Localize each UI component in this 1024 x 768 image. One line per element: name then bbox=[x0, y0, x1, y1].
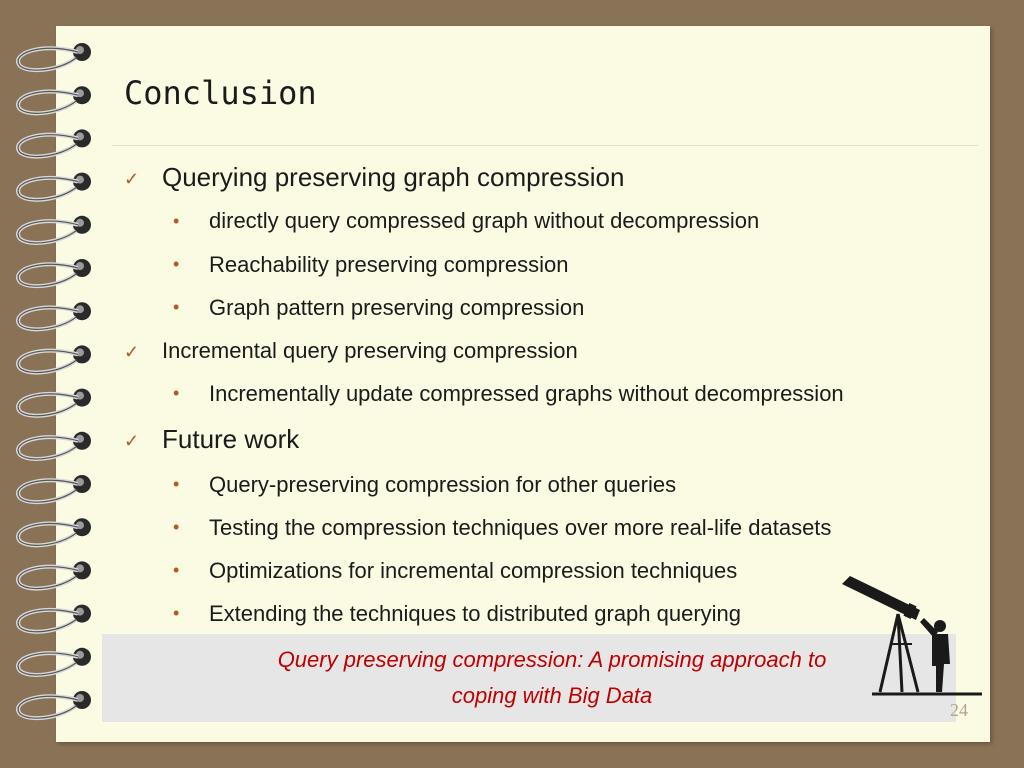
sub-bullet-item: Optimizations for incremental compression techniques bbox=[209, 558, 738, 583]
bullet-item: Querying preserving graph compression bbox=[162, 162, 625, 192]
bullet-icon: • bbox=[173, 211, 180, 231]
bullet-icon: • bbox=[173, 603, 180, 623]
telescope-figure-icon bbox=[836, 574, 986, 698]
bullet-item: Incremental query preserving compression bbox=[162, 338, 578, 363]
bullet-icon: • bbox=[173, 383, 180, 403]
footer-line-2: coping with Big Data bbox=[451, 683, 653, 708]
check-icon: ✓ bbox=[124, 431, 140, 451]
check-icon: ✓ bbox=[124, 169, 140, 189]
sub-bullet-item: Query-preserving compression for other queries bbox=[209, 472, 677, 497]
sub-bullet-item: Incrementally update compressed graphs without decompression bbox=[209, 381, 844, 406]
bullet-icon: • bbox=[173, 254, 180, 274]
sub-bullet-item: Graph pattern preserving compression bbox=[209, 295, 585, 320]
check-icon: ✓ bbox=[124, 342, 140, 362]
sub-bullet-item: directly query compressed graph without decompression bbox=[209, 208, 760, 233]
footer-line-1: Query preserving compression: A promising approach to bbox=[277, 647, 827, 672]
title-divider bbox=[112, 145, 978, 146]
page-number: 24 bbox=[950, 700, 968, 720]
bullet-icon: • bbox=[173, 517, 180, 537]
bullet-icon: • bbox=[173, 474, 180, 494]
bullet-icon: • bbox=[173, 560, 180, 580]
bullet-icon: • bbox=[173, 297, 180, 317]
bullet-item: Future work bbox=[162, 424, 300, 454]
spiral-binding-icon bbox=[0, 0, 110, 768]
slide-title: Conclusion bbox=[124, 74, 317, 112]
sub-bullet-item: Extending the techniques to distributed graph querying bbox=[209, 601, 742, 626]
sub-bullet-item: Testing the compression techniques over more real-life datasets bbox=[209, 515, 832, 540]
sub-bullet-item: Reachability preserving compression bbox=[209, 252, 569, 277]
